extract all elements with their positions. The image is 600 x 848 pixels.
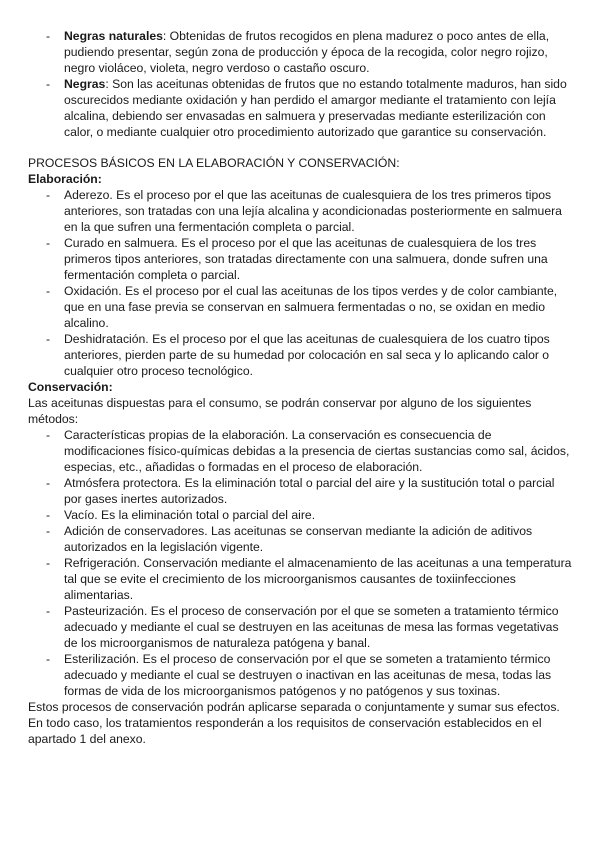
list-item	[28, 76, 574, 140]
list-item: - Oxidación. Es el proceso por el cual las aceitunas de los tipos verdes y de color cambiante, que en una fase previa se conservan en salmuera fermentadas o no, se oxidan en medio alcalino.	[28, 283, 574, 331]
list-item: - Curado en salmuera. Es el proceso por el que las aceitunas de cualesquiera de los tres primeros tipos anteriores, son tratadas directamente con una salmuera, donde sufren una fermentación completa o parcial.	[28, 235, 574, 283]
list-item: - Adición de conservadores. Las aceitunas se conservan mediante la adición de aditivos autorizados en la legislación vigente.	[28, 523, 574, 555]
item-text: : Son las aceitunas obtenidas de frutos que no estando totalmente maduros, han sido oscurecidos mediante oxidación y han perdido el amargor mediante el tratamiento con lejía alcalina, debiendo ser envasadas en salmuera y preservadas mediante esterilización con calor, o mediante cualquier otro procedimiento autorizado que garantice su conservación.	[64, 77, 567, 139]
list-item: - Atmósfera protectora. Es la eliminación total o parcial del aire y la sustitución total o parcial por gases inertes autorizados.	[28, 475, 574, 507]
list-item: - Refrigeración. Conservación mediante el almacenamiento de las aceitunas a una temperatura tal que se evite el crecimiento de los microorganismos causantes de toxiinfecciones alimentarias.	[28, 555, 574, 603]
intro-list	[28, 28, 574, 140]
section-title: PROCESOS BÁSICOS EN LA ELABORACIÓN Y CONSERVACIÓN:	[28, 156, 400, 170]
conservacion-closing: Estos procesos de conservación podrán aplicarse separada o conjuntamente y sumar sus efectos. En todo caso, los tratamientos responderán a los requisitos de conservación establecidos en el apartado 1 del anexo.	[28, 700, 560, 746]
elaboracion-heading: Elaboración:	[28, 172, 102, 186]
list-item: - Deshidratación. Es el proceso por el que las aceitunas de cualesquiera de los cuatro tipos anteriores, pierden parte de su humedad por colocación en sal seca y lo aplicando calor o cualquier otro proceso tecnológico.	[28, 331, 574, 379]
conservacion-list	[28, 427, 574, 699]
item-term: Negras naturales	[64, 29, 163, 43]
item-text: : Obtenidas de frutos recogidos en plena madurez o poco antes de ella, pudiendo presentar, según zona de producción y época de la recogida, color negro rojizo, negro violáceo, violeta, negro verdoso o castaño oscuro.	[64, 29, 550, 75]
elaboracion-list	[28, 187, 574, 379]
list-item: - Aderezo. Es el proceso por el que las aceitunas de cualesquiera de los tres primeros tipos anteriores, son tratadas con una lejía alcalina y acondicionadas posteriormente en salmuera en la que sufren una fermentación completa o parcial.	[28, 187, 574, 235]
list-item: - Esterilización. Es el proceso de conservación por el que se someten a tratamiento térmico adecuado y mediante el cual se destruyen o inactivan en las aceitunas de mesa, todas las formas de vida de los microorganismos patógenos y no patógenos y sus toxinas.	[28, 651, 574, 699]
conservacion-heading: Conservación:	[28, 380, 113, 394]
list-item	[28, 28, 574, 76]
conservacion-intro: Las aceitunas dispuestas para el consumo, se podrán conservar por alguno de los siguientes métodos:	[28, 396, 532, 426]
list-item: - Pasteurización. Es el proceso de conservación por el que se someten a tratamiento térmico adecuado y mediante el cual se destruyen en las aceitunas de mesa las formas vegetativas de los microorganismos de naturaleza patógena y banal.	[28, 603, 574, 651]
list-item: - Vacío. Es la eliminación total o parcial del aire.	[28, 507, 574, 523]
list-item: - Características propias de la elaboración. La conservación es consecuencia de modificaciones físico-químicas debidas a la presencia de ciertas sustancias como sal, ácidos, especias, etc., añadidas o formadas en el proceso de elaboración.	[28, 427, 574, 475]
item-term: Negras	[64, 77, 106, 91]
